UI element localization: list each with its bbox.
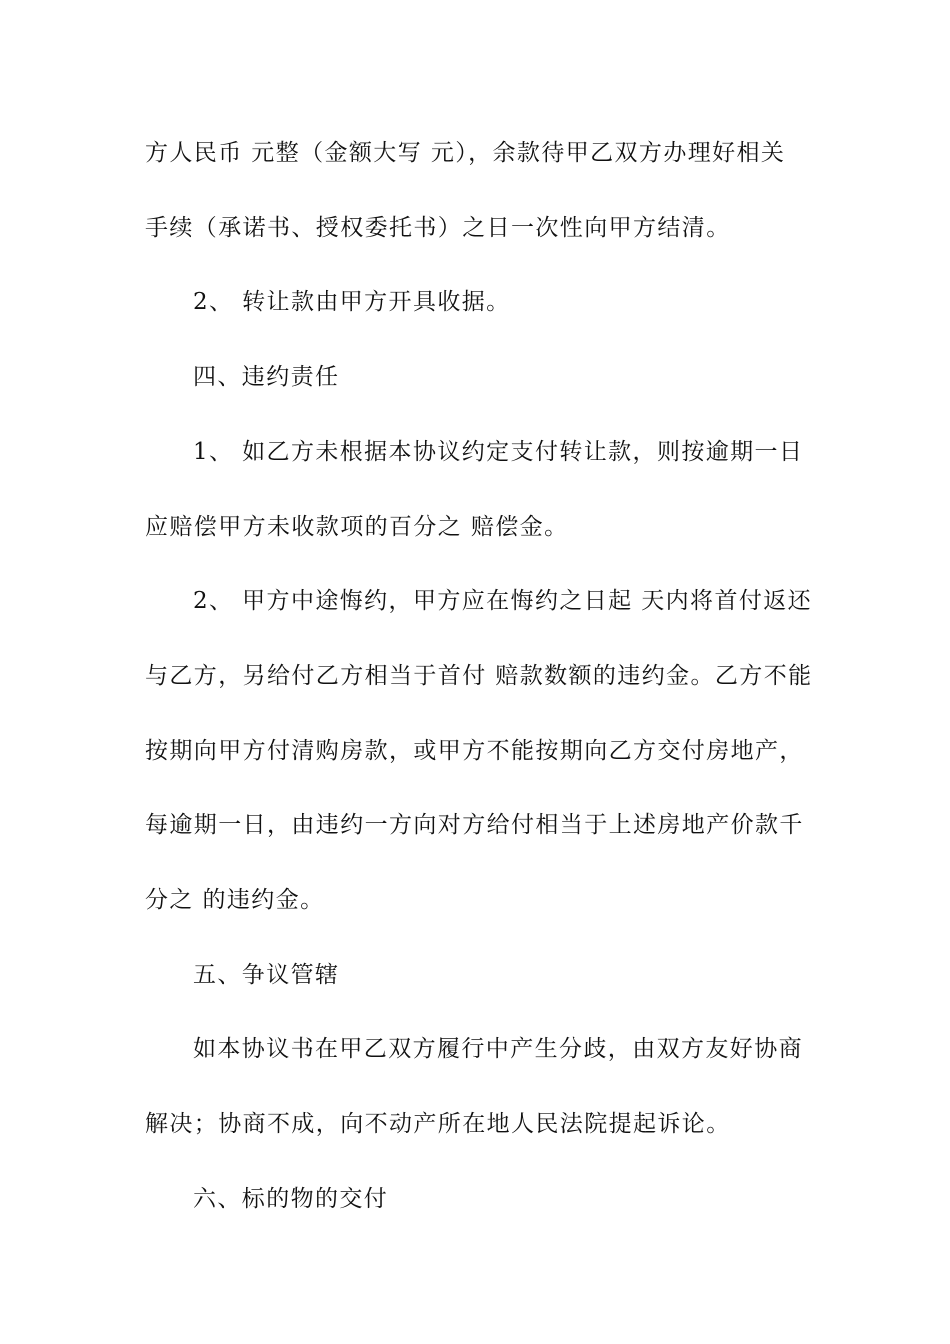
text-line-14: 解决；协商不成，向不动产所在地人民法院提起诉论。: [145, 1111, 731, 1137]
text-line-1: 方人民币 元整（金额大写 元），余款待甲乙双方办理好相关: [145, 140, 786, 166]
text-line-10: 每逾期一日，由违约一方向对方给付相当于上述房地产价款千: [145, 812, 804, 838]
text-line-13: 如本协议书在甲乙双方履行中产生分歧，由双方友好协商: [193, 1036, 803, 1062]
text-line-7: 2、 甲方中途悔约，甲方应在悔约之日起 天内将首付返还: [193, 588, 813, 614]
text-line-11: 分之 的违约金。: [145, 887, 325, 913]
section-heading-dispute: 五、争议管辖: [193, 962, 340, 988]
text-line-9: 按期向甲方付清购房款，或甲方不能按期向乙方交付房地产，: [145, 738, 804, 764]
text-line-8: 与乙方，另给付乙方相当于首付 赔款数额的违约金。乙方不能: [145, 663, 813, 689]
text-line-3: 2、 转让款由甲方开具收据。: [193, 289, 511, 315]
text-line-6: 应赔偿甲方未收款项的百分之 赔偿金。: [145, 514, 569, 540]
section-heading-breach: 四、违约责任: [193, 364, 340, 390]
section-heading-delivery: 六、标的物的交付: [193, 1186, 389, 1212]
text-line-5: 1、 如乙方未根据本协议约定支付转让款，则按逾期一日: [193, 439, 804, 465]
text-line-2: 手续（承诺书、授权委托书）之日一次性向甲方结清。: [145, 215, 731, 241]
